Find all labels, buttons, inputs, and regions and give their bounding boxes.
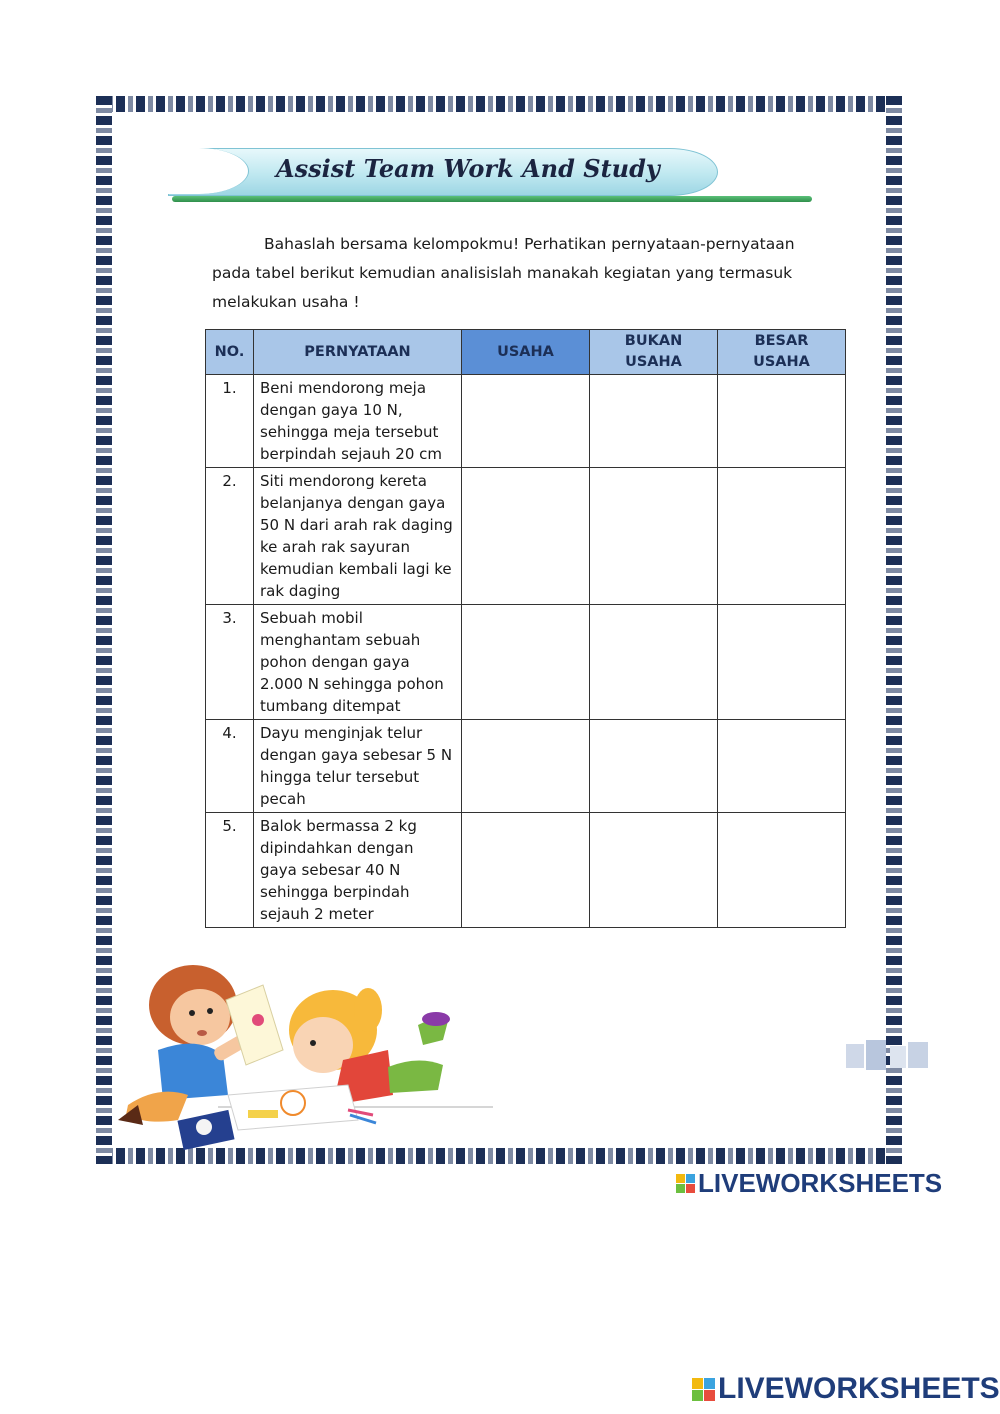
row-statement: Beni mendorong meja dengan gaya 10 N, sehingga meja tersebut berpindah sejauh 20 cm [254, 375, 462, 468]
answer-cell-besar-usaha[interactable] [718, 468, 846, 605]
row-number: 1. [206, 375, 254, 468]
answer-cell-usaha[interactable] [462, 375, 590, 468]
liveworksheets-logo [676, 1168, 942, 1199]
header-bukan-line2: USAHA [625, 354, 682, 370]
liveworksheets-logo-icon [676, 1174, 695, 1193]
header-besar-line1: BESAR [754, 333, 809, 349]
page-border-right [886, 96, 902, 1164]
page-title: Assist Team Work And Study [276, 154, 660, 183]
answer-cell-besar-usaha[interactable] [718, 605, 846, 720]
row-statement: Siti mendorong kereta belanjanya dengan gaya 50 N dari arah rak daging ke arah rak sayuran kemudian kembali lagi ke rak daging [254, 468, 462, 605]
row-number: 4. [206, 720, 254, 813]
answer-cell-bukan-usaha[interactable] [590, 605, 718, 720]
instructions-text: Bahaslah bersama kelompokmu! Perhatikan pernyataan-pernyataan pada tabel berikut kemudian analisislah manakah kegiatan yang termasuk melakukan usaha ! [212, 235, 795, 311]
answer-cell-usaha[interactable] [462, 605, 590, 720]
header-besar-line2: USAHA [753, 354, 810, 370]
liveworksheets-logo-footer [692, 1372, 1000, 1406]
statement-table [205, 329, 846, 928]
table-row [206, 375, 846, 468]
answer-cell-usaha[interactable] [462, 720, 590, 813]
row-number: 3. [206, 605, 254, 720]
title-underline [172, 196, 812, 202]
header-pernyataan: PERNYATAAN [254, 330, 462, 375]
table-row [206, 813, 846, 928]
answer-cell-bukan-usaha[interactable] [590, 813, 718, 928]
liveworksheets-wordmark: LIVEWORKSHEETS [698, 1168, 943, 1198]
row-statement: Balok bermassa 2 kg dipindahkan dengan gaya sebesar 40 N sehingga berpindah sejauh 2 meter [254, 813, 462, 928]
header-bukan-usaha [590, 330, 718, 375]
row-statement: Sebuah mobil menghantam sebuah pohon dengan gaya 2.000 N sehingga pohon tumbang ditempat [254, 605, 462, 720]
table-row [206, 468, 846, 605]
page-border-left [96, 96, 112, 1164]
answer-cell-usaha[interactable] [462, 813, 590, 928]
answer-cell-besar-usaha[interactable] [718, 813, 846, 928]
decorative-blocks [846, 1040, 930, 1072]
header-no: NO. [206, 330, 254, 375]
answer-cell-bukan-usaha[interactable] [590, 468, 718, 605]
table-row [206, 605, 846, 720]
header-usaha: USAHA [462, 330, 590, 375]
row-statement: Dayu menginjak telur dengan gaya sebesar 5 N hingga telur tersebut pecah [254, 720, 462, 813]
table-row [206, 720, 846, 813]
row-number: 5. [206, 813, 254, 928]
header-besar-usaha [718, 330, 846, 375]
answer-cell-bukan-usaha[interactable] [590, 375, 718, 468]
answer-cell-besar-usaha[interactable] [718, 720, 846, 813]
children-drawing-illustration [118, 955, 498, 1150]
row-number: 2. [206, 468, 254, 605]
liveworksheets-wordmark-footer: LIVEWORKSHEETS [718, 1372, 1000, 1405]
answer-cell-usaha[interactable] [462, 468, 590, 605]
liveworksheets-logo-icon [692, 1378, 715, 1401]
answer-cell-bukan-usaha[interactable] [590, 720, 718, 813]
answer-cell-besar-usaha[interactable] [718, 375, 846, 468]
table-header-row [206, 330, 846, 375]
header-bukan-line1: BUKAN [624, 333, 683, 349]
